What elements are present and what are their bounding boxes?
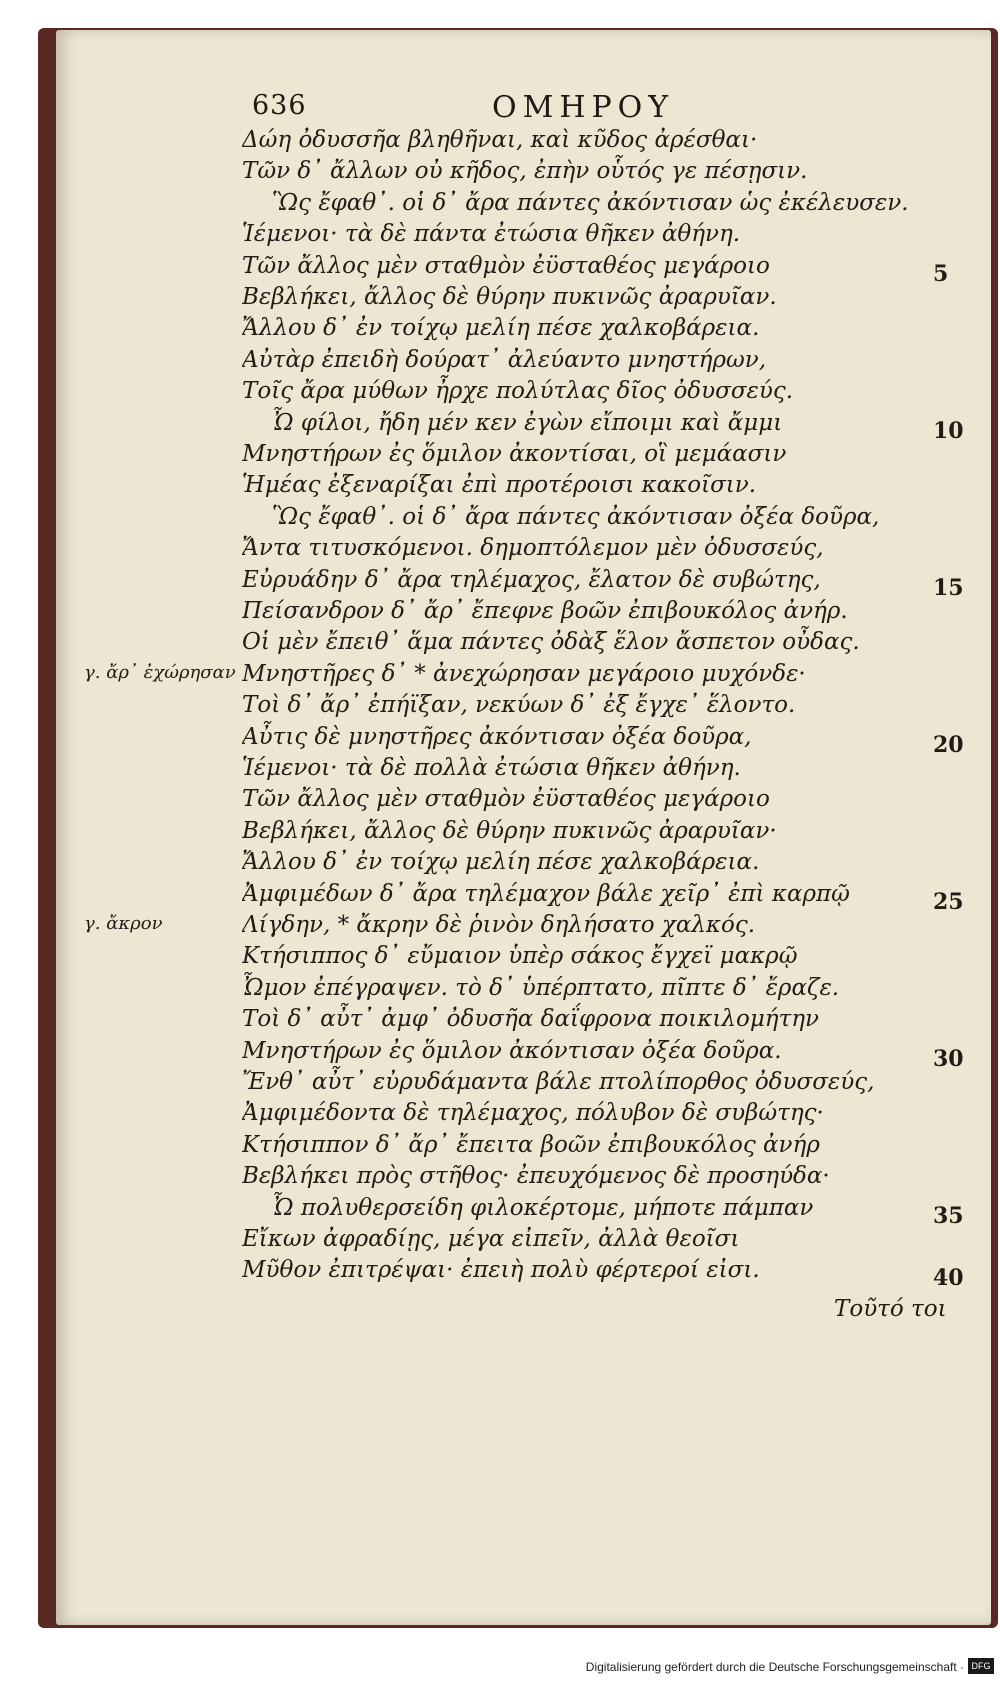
verse-block (56, 30, 991, 1625)
line-number: 5 (933, 260, 949, 287)
verse-line: Ἄλλου δ᾽ ἐν τοίχῳ μελίη πέσε χαλκοβάρεια. (242, 849, 760, 876)
verse-line: Κτήσιππος δ᾽ εὔμαιον ὑπὲρ σάκος ἔγχεϊ μακρῷ (242, 943, 798, 970)
verse-line: Ὦ φίλοι, ἤδη μέν κεν ἐγὼν εἴποιμι καὶ ἄμμι (272, 409, 783, 436)
line-number: 40 (933, 1265, 964, 1292)
verse-line: Πείσανδρον δ᾽ ἄρ᾽ ἔπεφνε βοῶν ἐπιβουκόλος ἀνήρ. (242, 598, 848, 624)
verse-line: Αὖτις δὲ μνηστῆρες ἀκόντισαν ὀξέα δοῦρα, (242, 723, 752, 750)
verse-line: Δώη ὀδυσσῆα βληθῆναι, καὶ κῦδος ἀρέσθαι· (242, 127, 758, 153)
verse-line: Οἱ μὲν ἔπειθ᾽ ἅμα πάντες ὀδὰξ ἕλον ἄσπετον οὖδας. (242, 629, 860, 656)
line-number: 15 (933, 574, 964, 601)
verse-line: Ὦμον ἐπέγραψεν. τὸ δ᾽ ὑπέρπτατο, πῖπτε δ᾽ ἔραζε. (242, 974, 840, 1001)
verse-line: Ἱέμενοι· τὰ δὲ πολλὰ ἐτώσια θῆκεν ἀθήνη. (242, 755, 741, 781)
verse-line: Μνηστήρων ἐς ὅμιλον ἀκοντίσαι, οἳ μεμάασιν (242, 441, 787, 467)
verse-line: Βεβλήκει, ἄλλος δὲ θύρην πυκινῶς ἀραρυῖαν. (242, 284, 777, 310)
catchword: Τοῦτό τοι (834, 1296, 947, 1322)
footer-credit: Digitalisierung gefördert durch die Deutsche Forschungsgemeinschaft · (585, 1660, 964, 1674)
dfg-logo: DFG (968, 1658, 994, 1674)
margin-note: γ. ἄρ᾽ ἐχώρησαν (84, 661, 236, 683)
verse-line: Μνηστῆρες δ᾽ * ἀνεχώρησαν μεγάροιο μυχόνδε· (242, 660, 806, 687)
verse-line: Κτήσιππον δ᾽ ἄρ᾽ ἔπειτα βοῶν ἐπιβουκόλος ἀνήρ (242, 1131, 820, 1158)
running-title: ΟΜΗΡΟΥ (492, 90, 675, 125)
book-page (56, 30, 991, 1625)
verse-line: Ἄντα τιτυσκόμενοι. δημοπτόλεμον μὲν ὀδυσσεύς, (242, 535, 824, 562)
line-number: 25 (933, 888, 964, 915)
digitization-footer (0, 1642, 1000, 1687)
verse-line: Ἱέμενοι· τὰ δὲ πάντα ἐτώσια θῆκεν ἀθήνη. (242, 221, 741, 248)
verse-line: Ἀμφιμέδοντα δὲ τηλέμαχος, πόλυβον δὲ συβώτης· (242, 1100, 824, 1127)
verse-line: Ὣς ἔφαθ᾽. οἱ δ᾽ ἄρα πάντες ἀκόντισαν ὡς ἐκέλευσεν. (272, 189, 909, 216)
line-number: 10 (933, 417, 964, 444)
verse-line: Βεβλήκει, ἄλλος δὲ θύρην πυκινῶς ἀραρυῖαν· (242, 817, 777, 844)
verse-line: Τῶν ἄλλος μὲν σταθμὸν ἐϋσταθέος μεγάροιο (242, 252, 770, 279)
verse-line: Ἔνθ᾽ αὖτ᾽ εὐρυδάμαντα βάλε πτολίπορθος ὀδυσσεύς, (242, 1069, 875, 1095)
verse-line: Ἡμέας ἐξεναρίξαι ἐπὶ προτέροισι κακοῖσιν. (242, 472, 757, 499)
verse-line: Εὐρυάδην δ᾽ ἄρα τηλέμαχος, ἔλατον δὲ συβώτης, (242, 566, 821, 593)
verse-line: Τῶν ἄλλος μὲν σταθμὸν ἐϋσταθέος μεγάροιο (242, 786, 770, 813)
verse-line: Τοὶ δ᾽ ἄρ᾽ ἐπήϊξαν, νεκύων δ᾽ ἐξ ἔγχε᾽ ἕλοντο. (242, 692, 796, 719)
verse-line: Βεβλήκει πρὸς στῆθος· ἐπευχόμενος δὲ προσηύδα· (242, 1163, 830, 1190)
line-number: 20 (933, 731, 964, 758)
verse-line: Τοὶ δ᾽ αὖτ᾽ ἀμφ᾽ ὀδυσῆα δαΐφρονα ποικιλομήτην (242, 1006, 820, 1033)
verse-line: Τῶν δ᾽ ἄλλων οὐ κῆδος, ἐπὴν οὗτός γε πέσῃσιν. (242, 158, 808, 185)
verse-line: Ἄλλου δ᾽ ἐν τοίχῳ μελίη πέσε χαλκοβάρεια. (242, 315, 760, 342)
line-number: 30 (933, 1045, 964, 1072)
verse-line: Αὐτὰρ ἐπειδὴ δούρατ᾽ ἀλεύαντο μνηστήρων, (242, 346, 767, 373)
verse-line: Ἀμφιμέδων δ᾽ ἄρα τηλέμαχον βάλε χεῖρ᾽ ἐπὶ καρπῷ (242, 880, 850, 907)
page-number: 636 (252, 90, 307, 121)
verse-line: Ὦ πολυθερσείδη φιλοκέρτομε, μήποτε πάμπαν (272, 1194, 814, 1221)
verse-line: Μνηστήρων ἐς ὅμιλον ἀκόντισαν ὀξέα δοῦρα. (242, 1037, 782, 1064)
verse-line: Λίγδην, * ἄκρην δὲ ῥινὸν δηλήσατο χαλκός. (242, 912, 756, 938)
line-number: 35 (933, 1202, 964, 1229)
verse-line: Ὣς ἔφαθ᾽. οἱ δ᾽ ἄρα πάντες ἀκόντισαν ὀξέα δοῦρα, (272, 503, 880, 530)
margin-note: γ. ἄκρον (84, 913, 163, 934)
verse-line: Τοῖς ἄρα μύθων ἦρχε πολύτλας δῖος ὀδυσσεύς. (242, 378, 794, 405)
verse-line: Εἴκων ἀφραδίῃς, μέγα εἰπεῖν, ἀλλὰ θεοῖσι (242, 1226, 740, 1252)
verse-line: Μῦθον ἐπιτρέψαι· ἐπειὴ πολὺ φέρτεροί εἰσι. (242, 1257, 760, 1284)
